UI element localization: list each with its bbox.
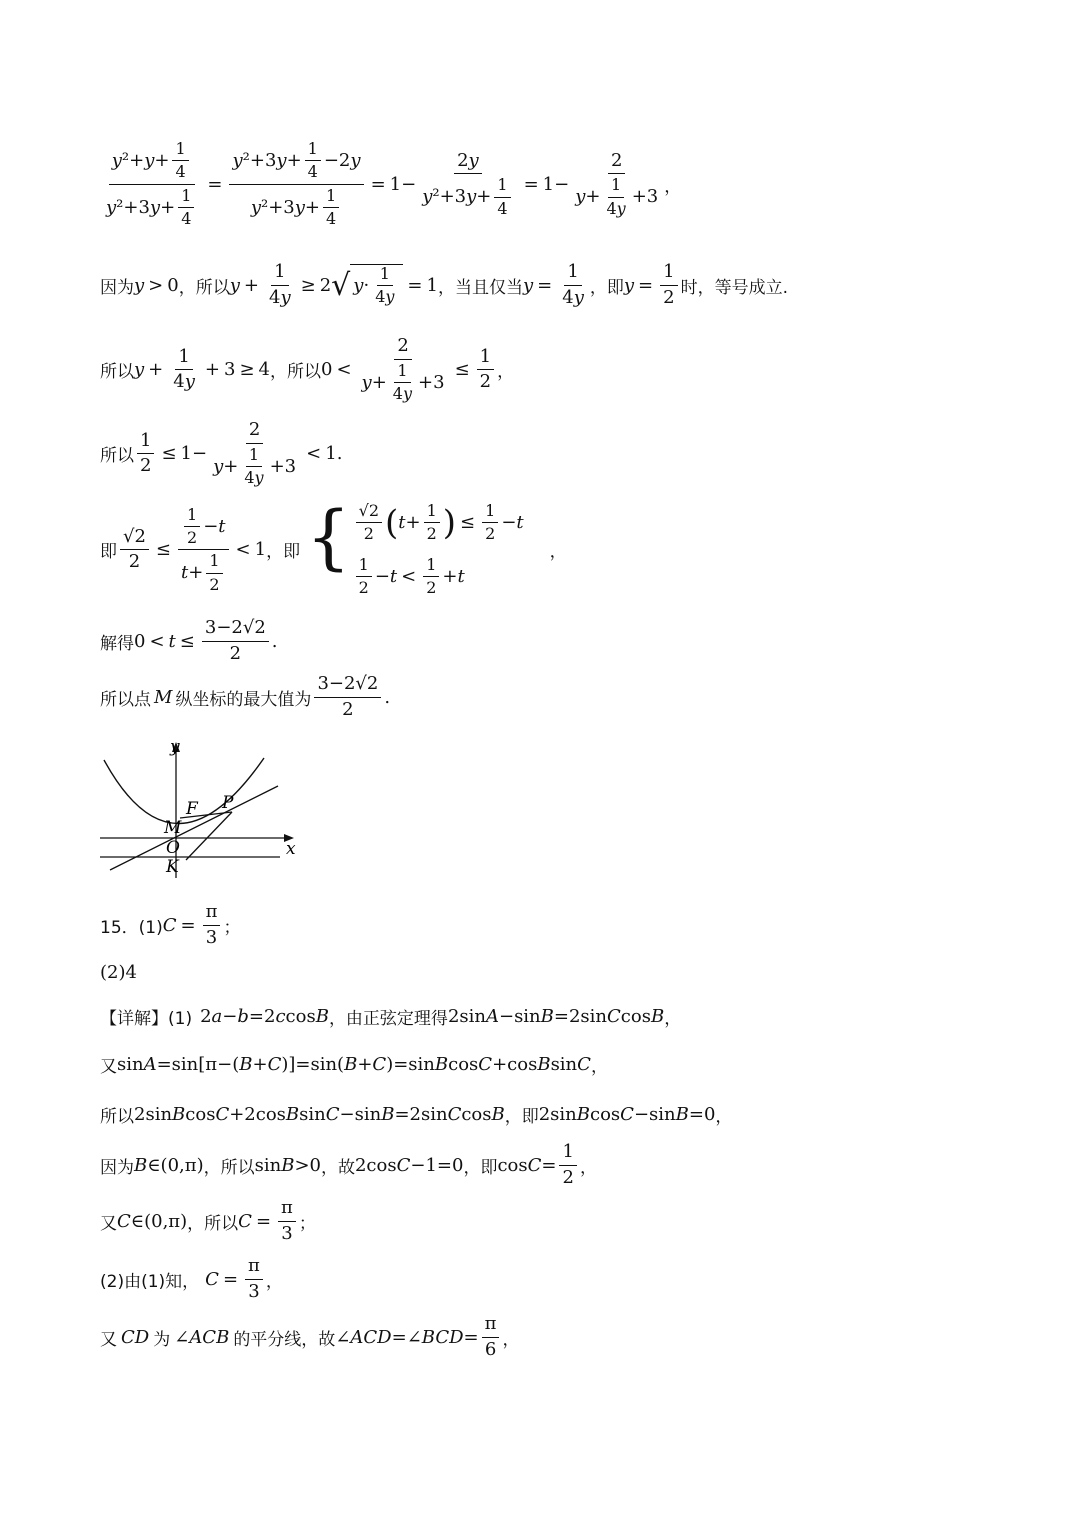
text: ，所以 xyxy=(187,1213,239,1234)
detail-line-4: 因为 B∈(0,π) ，所以 sinB>0 ，故 2cosC−1=0 ，即 cosC= $\frac{1}{2}$ ， xyxy=(100,1141,597,1188)
inequality-line-1: 所以 y + $\frac{1}{4y}$ + 3 ≥ 4 ，所以 0 < 2 y+ $\frac{1}{4y}$ +3 ≤ $\frac{1}{2}$ ， xyxy=(100,335,515,404)
text: 所以 xyxy=(100,362,134,383)
text: ，即 xyxy=(589,277,624,298)
detail-line-7: 又 CD 为 ∠ACB 的平分线，故 ∠ACD=∠BCD= $\frac{\pi}{6}$ ， xyxy=(100,1313,520,1360)
text: ，所以 xyxy=(269,362,321,383)
parabola-curve xyxy=(104,758,264,824)
detail-line-1: 【详解】(1) 2a−b=2ccosB ，由正弦定理得 2sinA−sinB=2sinCcosB ， xyxy=(100,1006,682,1029)
text: ， xyxy=(664,1009,682,1029)
text: ，即 xyxy=(266,542,301,563)
text: 又 xyxy=(100,1057,117,1077)
label-P: P xyxy=(222,793,234,813)
text: ，所以 xyxy=(178,277,230,298)
text: 所以 xyxy=(100,446,134,467)
text: ，所以 xyxy=(203,1157,255,1178)
text: (2)由(1)知， xyxy=(100,1271,200,1292)
q15-part2 xyxy=(100,962,137,983)
text: . xyxy=(336,443,343,465)
label-x: x xyxy=(286,839,296,859)
text: ，即 xyxy=(504,1107,539,1127)
system-line: 即 $\frac{√2}{2}$ ≤ $\frac{1}{2}$ −t t+ $\frac{1}{2}$ < 1 ，即 { $\frac{√2}{2}$ ( t + $\frac{1}{2}$ ) ≤ $\frac{1}{2}$ − t $\frac{1}{2}$ − t < $\frac{1}{2}$ + t ， xyxy=(100,496,567,598)
text: ， xyxy=(715,1107,733,1127)
text: ，当且仅当 xyxy=(437,277,523,298)
equation-fraction-chain: y²+y+ $\frac{1}{4}$ y²+3y+ $\frac{1}{4}$ = y²+3y+ $\frac{1}{4}$ −2y y²+3y+ $\frac{1}{4}$ = 1− 2y y²+3y+ $\frac{1}{4}$ = 1− 2 y+ $\frac{1}{4y}$ +3 ， xyxy=(106,139,682,229)
text: ， xyxy=(497,362,515,383)
text: ， xyxy=(265,1271,283,1292)
q15-part1: 15．(1) C = $\frac{\pi}{3}$ ； xyxy=(100,901,241,948)
text: ； xyxy=(298,1213,316,1234)
detail-line-2: 又 sinA=sin[π−(B+C)]=sin(B+C)=sinBcosC+cosBsinC ， xyxy=(100,1054,608,1077)
inequality-line-2: 所以 $\frac{1}{2}$ ≤ 1− 2 y+ $\frac{1}{4y}$ +3 < 1 . xyxy=(100,419,343,488)
label-M: M xyxy=(164,818,182,838)
text: . xyxy=(271,630,278,652)
text: ， xyxy=(590,1057,608,1077)
text: ，由正弦定理得 xyxy=(328,1009,448,1029)
text: 纵坐标的最大值为 xyxy=(175,689,312,710)
text: 所以点 xyxy=(100,689,151,710)
text: . xyxy=(384,686,391,708)
comma: ， xyxy=(664,176,682,197)
kp-line xyxy=(186,812,232,860)
parabola-figure xyxy=(96,738,306,880)
text: 的平分线，故 xyxy=(233,1329,336,1350)
text: ，故 xyxy=(320,1157,355,1178)
text: 解得 xyxy=(100,633,134,654)
text: 为 xyxy=(153,1329,171,1350)
detail-line-5: 又 C∈(0,π) ，所以 C = $\frac{\pi}{3}$ ； xyxy=(100,1197,316,1244)
label-y: y xyxy=(170,738,180,757)
text: ， xyxy=(579,1157,597,1178)
answer-text: (2)4 xyxy=(100,962,137,983)
max-line: 所以点 M 纵坐标的最大值为 $\frac{3-2√2}{2}$ . xyxy=(100,673,391,720)
text: 所以 xyxy=(100,1107,134,1127)
text: 因为 xyxy=(100,277,134,298)
text: ； xyxy=(223,917,241,938)
label-O: O xyxy=(166,838,180,858)
text: 因为 xyxy=(100,1157,134,1178)
solve-line: 解得 0 < t ≤ $\frac{3-2√2}{2}$ . xyxy=(100,617,278,664)
label-F: F xyxy=(186,799,198,819)
detail-line-6: (2)由(1)知， C = $\frac{\pi}{3}$ ， xyxy=(100,1255,283,1302)
text: ， xyxy=(502,1329,520,1350)
text: 【详解】(1) xyxy=(100,1009,193,1029)
am-gm-line: 因为 y > 0 ，所以 y + $\frac{1}{4y}$ ≥ 2 √ y · $\frac{1}{4y}$ = 1 ，当且仅当 y = $\frac{1}{4y}$ ，即 y = $\frac{1}{2}$ 时，等号成立. xyxy=(100,261,788,308)
text: 又 xyxy=(100,1213,117,1234)
label-K: K xyxy=(166,857,179,877)
text: ，即 xyxy=(463,1157,498,1178)
text: 时，等号成立. xyxy=(680,277,788,298)
text: ， xyxy=(549,542,567,563)
text: 即 xyxy=(100,542,117,563)
question-number: 15．(1) xyxy=(100,917,163,938)
text: 又 xyxy=(100,1329,117,1350)
detail-line-3: 所以 2sinBcosC+2cosBsinC−sinB=2sinCcosB ，即 2sinBcosC−sinB=0 ， xyxy=(100,1104,733,1127)
